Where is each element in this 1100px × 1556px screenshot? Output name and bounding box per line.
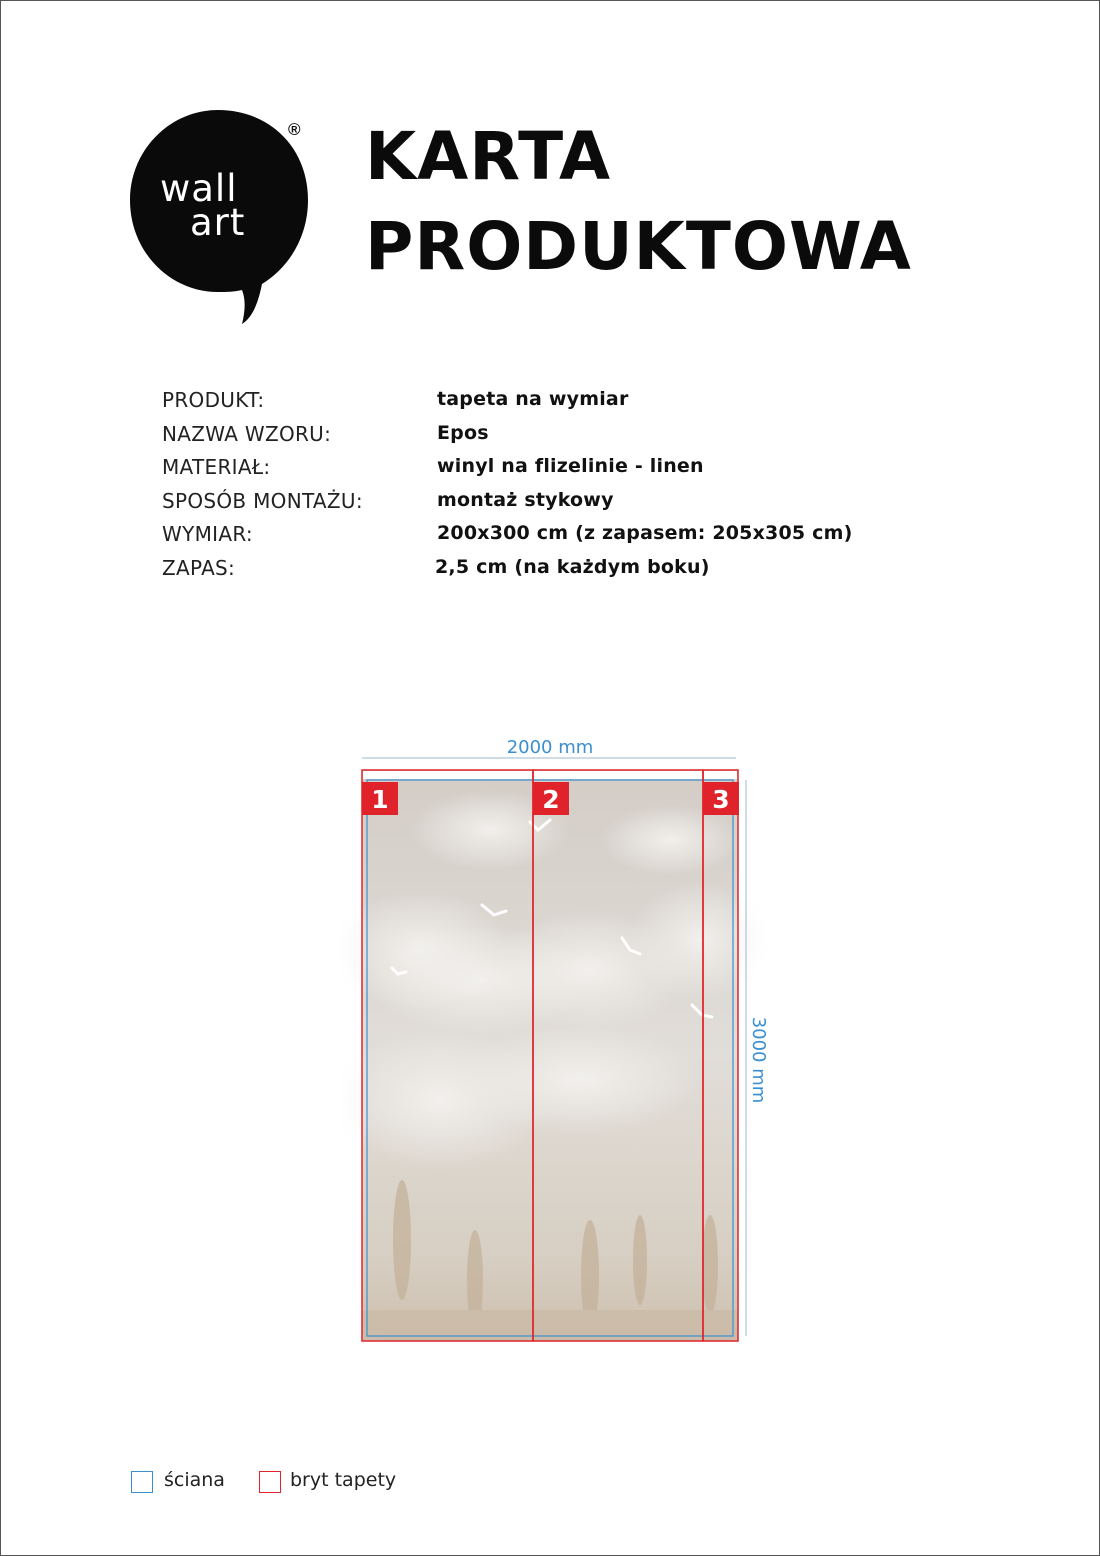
panel-number-3: 3: [712, 785, 730, 814]
spec-value-dimensions: 200x300 cm (z zapasem: 205x305 cm): [437, 522, 853, 544]
spec-label-pattern: NAZWA WZORU:: [162, 421, 332, 446]
spec-label-material: MATERIAŁ:: [162, 455, 271, 479]
spec-value-margin: 2,5 cm (na każdym boku): [435, 555, 710, 578]
page-title: [365, 112, 912, 292]
logo-wordmark: [160, 167, 280, 244]
wallpaper-layout-drawing: [340, 720, 800, 1370]
legend-swatch-panel: [259, 1471, 281, 1493]
legend-swatch-wall: [131, 1471, 153, 1493]
height-label: 3000 mm: [748, 1016, 769, 1104]
title-line-2: PRODUKTOWA: [365, 208, 912, 285]
legend-label-wall: ściana: [164, 1469, 225, 1491]
spec-label-dimensions: WYMIAR:: [162, 522, 253, 546]
panel-number-1: 1: [371, 785, 389, 814]
logo-line-2: art: [190, 201, 246, 244]
panel-label-strips: [363, 771, 737, 779]
spec-value-material: winyl na flizelinie - linen: [437, 455, 704, 477]
spec-label-product: PRODUKT:: [162, 388, 265, 412]
spec-value-product: tapeta na wymiar: [437, 388, 629, 410]
title-line-1: KARTA: [365, 118, 612, 195]
legend-label-panel: bryt tapety: [290, 1469, 397, 1491]
logo-line-1: wall: [160, 167, 238, 210]
spec-label-mounting: SPOSÓB MONTAŻU:: [162, 488, 363, 513]
panel-number-2: 2: [542, 785, 560, 814]
spec-label-margin: ZAPAS:: [162, 555, 236, 580]
spec-value-mounting: montaż stykowy: [437, 488, 614, 511]
registered-mark: ®: [288, 120, 301, 139]
width-label: 2000 mm: [506, 737, 594, 758]
spec-value-pattern: Epos: [437, 421, 489, 444]
